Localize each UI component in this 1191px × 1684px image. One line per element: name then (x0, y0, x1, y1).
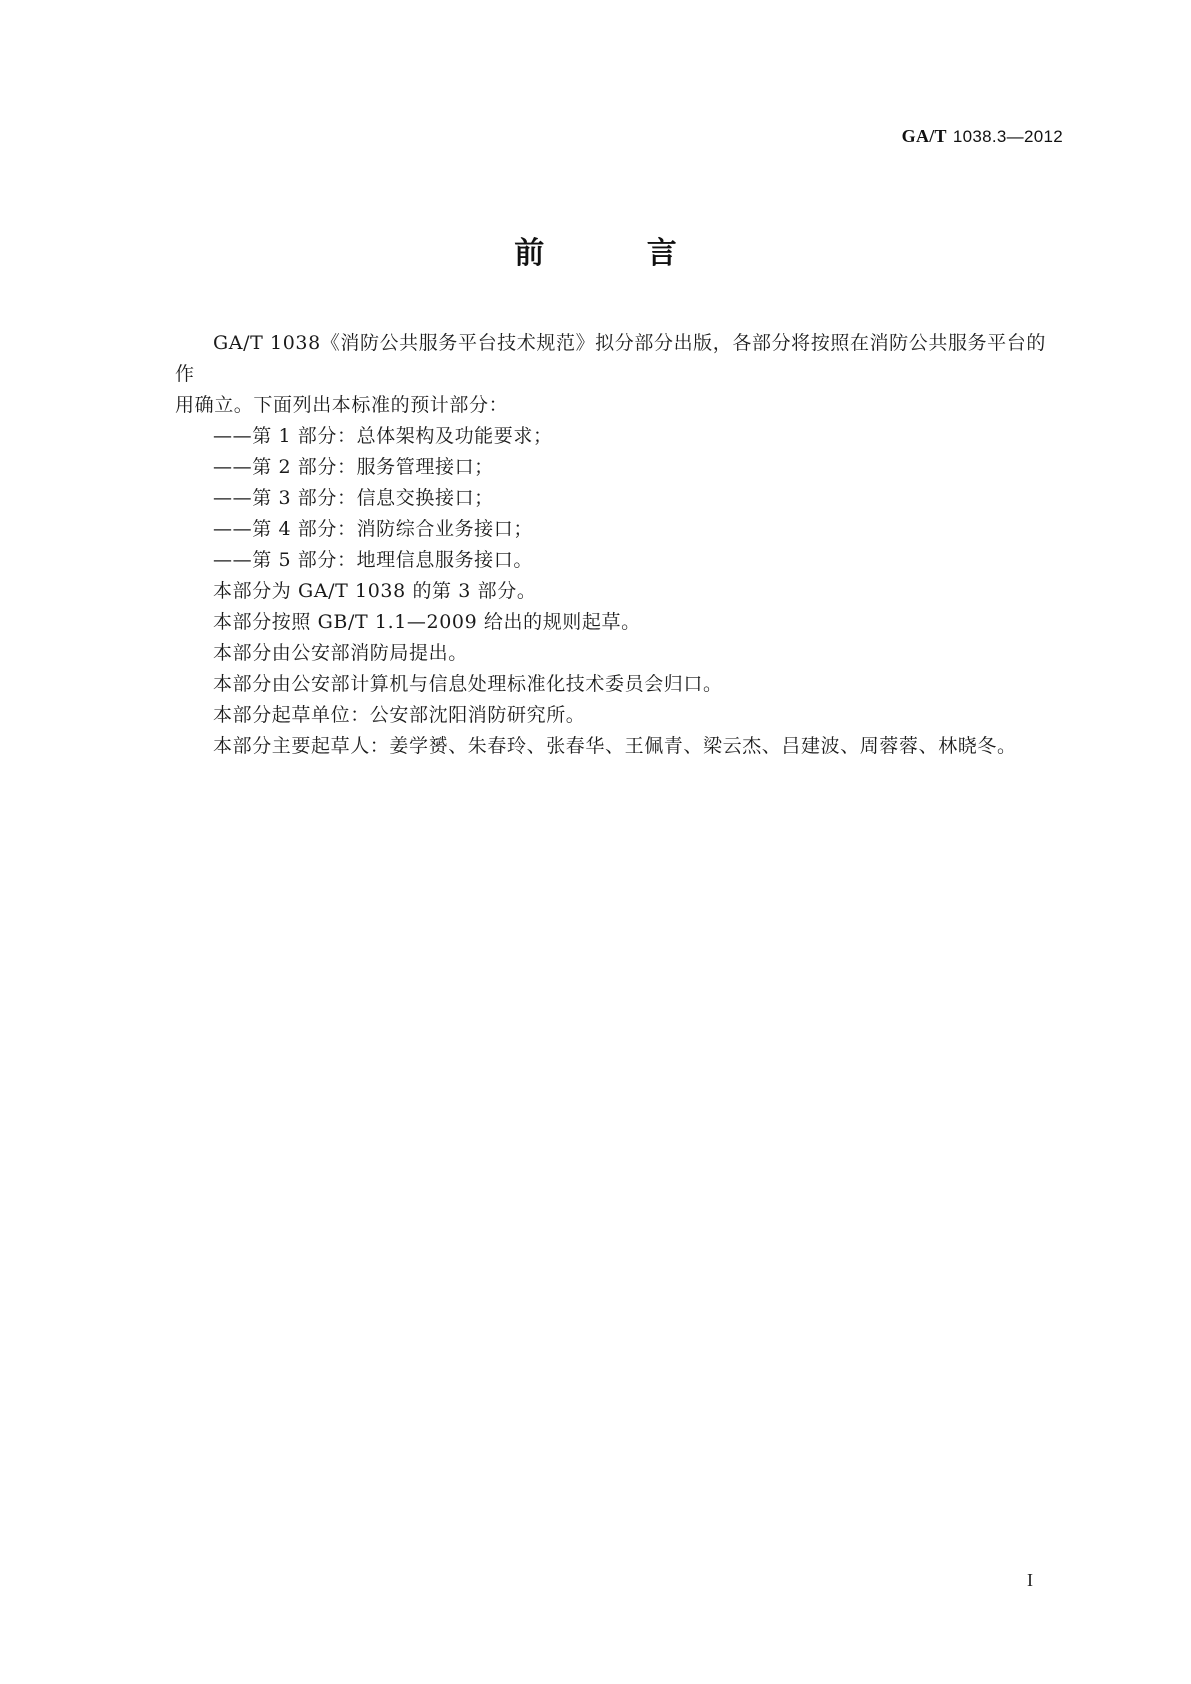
part-list-item-2: ——第 2 部分：服务管理接口； (213, 456, 494, 478)
standard-prefix: GA/T (901, 126, 947, 146)
page-title: 前 言 (514, 236, 723, 271)
page-number: I (1027, 1570, 1033, 1590)
standard-code-header (902, 126, 1063, 147)
part-list-item-4: ——第 4 部分：消防综合业务接口； (213, 518, 533, 540)
part-list-item-1: ——第 1 部分：总体架构及功能要求； (213, 425, 553, 447)
statement-drafting-rules: 本部分按照 GB/T 1.1—2009 给出的规则起草。 (213, 611, 641, 633)
statement-drafters: 本部分主要起草人：姜学赟、朱春玲、张春华、王佩青、梁云杰、吕建波、周蓉蓉、林晓冬。 (213, 735, 1017, 757)
statement-proposer: 本部分由公安部消防局提出。 (213, 642, 468, 664)
intro-paragraph-line-1: GA/T 1038《消防公共服务平台技术规范》拟分部分出版，各部分将按照在消防公共服务平台的作 (175, 332, 1046, 385)
part-list-item-3: ——第 3 部分：信息交换接口； (213, 487, 494, 509)
statement-committee: 本部分由公安部计算机与信息处理标准化技术委员会归口。 (213, 673, 723, 695)
standard-number: 1038.3—2012 (952, 127, 1063, 146)
statement-part-number: 本部分为 GA/T 1038 的第 3 部分。 (213, 580, 537, 602)
intro-paragraph-line-2: 用确立。下面列出本标准的预计部分： (175, 394, 509, 416)
foreword-body (175, 328, 1061, 762)
statement-drafting-unit: 本部分起草单位：公安部沈阳消防研究所。 (213, 704, 586, 726)
part-list-item-5: ——第 5 部分：地理信息服务接口。 (213, 549, 533, 571)
